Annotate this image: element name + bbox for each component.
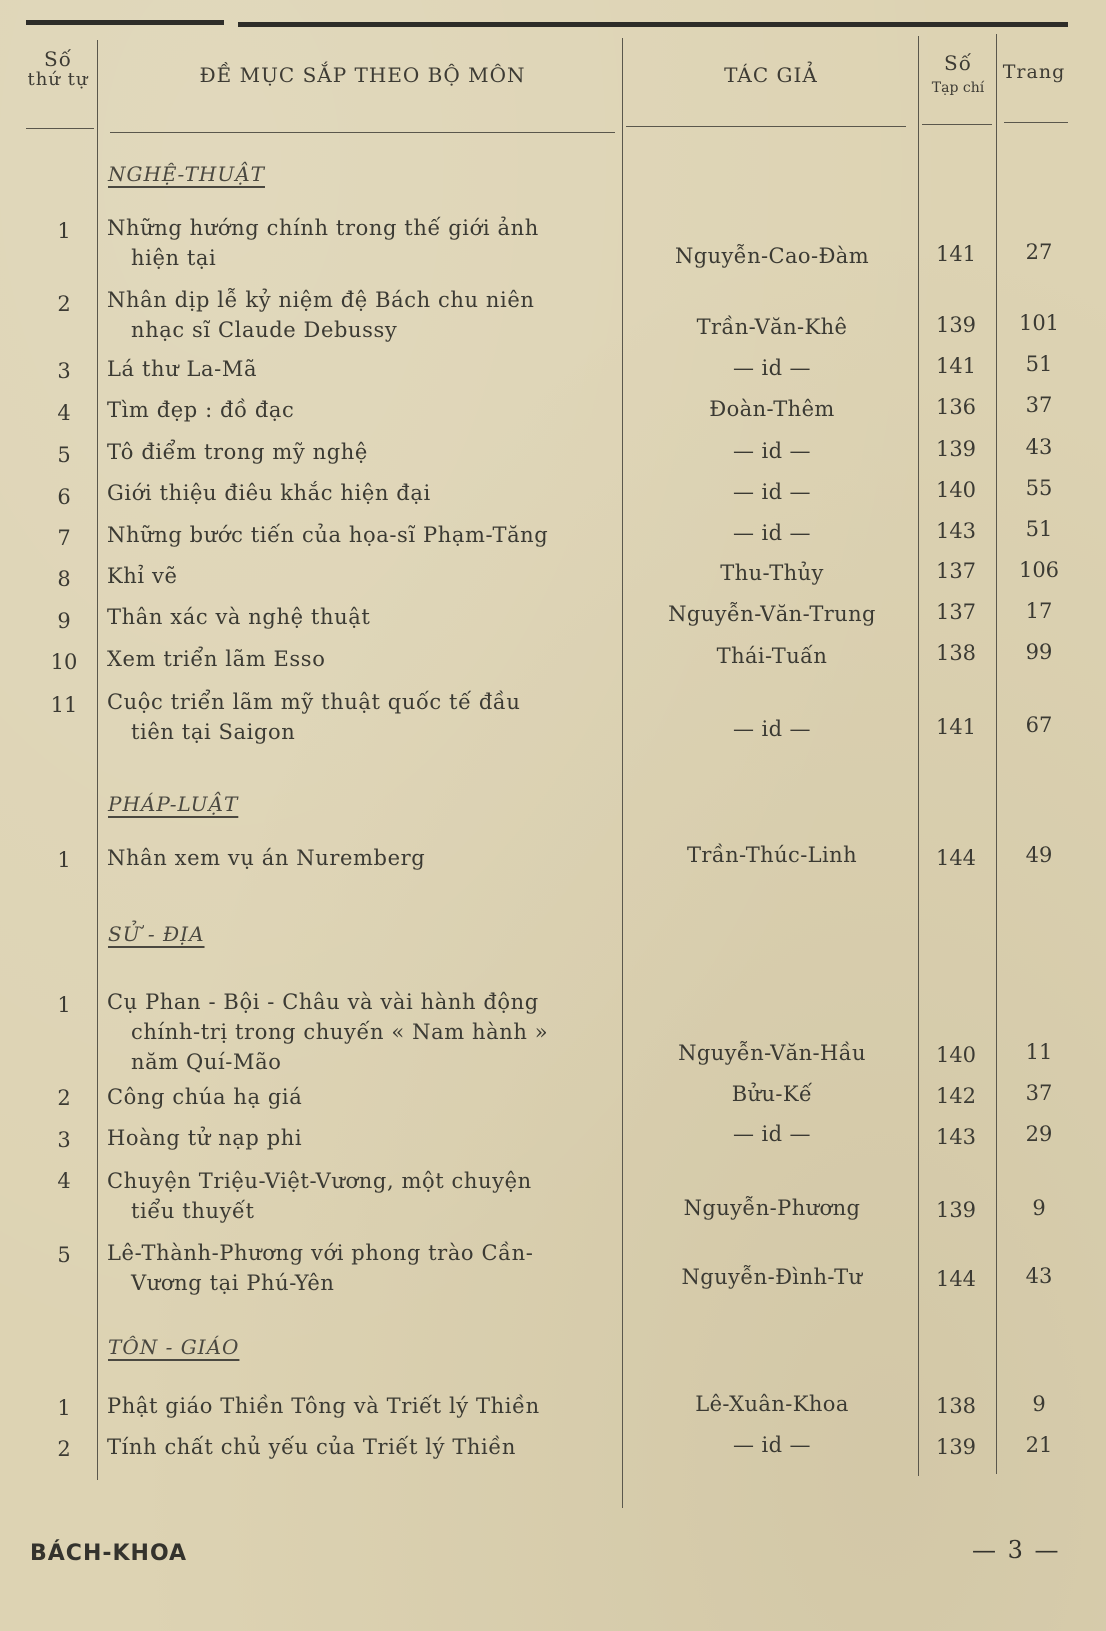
page-number: 27	[1025, 240, 1053, 264]
article-title: Xem triển lãm Esso	[107, 647, 326, 671]
article-title	[107, 1166, 612, 1226]
page-number: 17	[1025, 599, 1053, 623]
issue-number: 144	[935, 1267, 977, 1291]
row-number: 5	[57, 443, 71, 467]
row-number: 2	[57, 1086, 71, 1110]
header-so-tap-chi	[920, 52, 996, 96]
article-title-line1: Nhân dịp lễ kỷ niệm đệ Bách chu niên	[107, 288, 535, 312]
article-title-line1: Chuyện Triệu-Việt-Vương, một chuyện	[107, 1169, 532, 1193]
row-number: 8	[57, 567, 71, 591]
author: Trần-Thúc-Linh	[686, 843, 857, 867]
section-title-su-dia: SỬ - ĐỊA	[108, 922, 205, 946]
row-number: 9	[57, 609, 71, 633]
page-number: 55	[1025, 476, 1053, 500]
issue-number: 144	[935, 846, 977, 870]
page-number: 106	[1018, 558, 1060, 582]
issue-number: 143	[935, 1125, 977, 1149]
header-tac-gia: TÁC GIẢ	[724, 63, 818, 87]
author: Nguyễn-Cao-Đàm	[674, 244, 870, 268]
article-title-line1: Cuộc triển lãm mỹ thuật quốc tế đầu	[107, 690, 521, 714]
page-number: 43	[1025, 1264, 1053, 1288]
header-so-thu-tu	[20, 48, 96, 90]
issue-number: 143	[935, 519, 977, 543]
header-underline-2	[110, 132, 615, 133]
row-number: 1	[57, 993, 71, 1017]
row-number: 1	[57, 219, 71, 243]
author: Nguyễn-Đình-Tư	[681, 1265, 863, 1289]
page-number: 101	[1018, 311, 1060, 335]
author: — id —	[733, 1122, 811, 1146]
header-trang: Trang	[1002, 61, 1066, 83]
author: Nguyễn-Phương	[683, 1196, 861, 1220]
author: Lê-Xuân-Khoa	[695, 1392, 849, 1416]
article-title	[107, 213, 612, 273]
header-underline-3	[626, 126, 906, 127]
header-so-thu-tu-line1: Số	[44, 47, 72, 71]
issue-number: 141	[935, 242, 977, 266]
row-number: 7	[57, 526, 71, 550]
issue-number: 140	[935, 478, 977, 502]
issue-number: 138	[935, 641, 977, 665]
article-title: Phật giáo Thiền Tông và Triết lý Thiền	[107, 1394, 540, 1418]
article-title: Tô điểm trong mỹ nghệ	[107, 440, 368, 464]
author: Nguyễn-Văn-Hầu	[678, 1041, 866, 1065]
issue-number: 141	[935, 715, 977, 739]
issue-number: 139	[935, 437, 977, 461]
author: — id —	[733, 480, 811, 504]
issue-number: 139	[935, 1198, 977, 1222]
header-underline-5	[1004, 122, 1068, 123]
header-de-muc: ĐỀ MỤC SẮP THEO BỘ MÔN	[199, 63, 526, 87]
header-so-tap-chi-line2: Tạp chí	[931, 80, 985, 96]
page-number: 37	[1025, 393, 1053, 417]
article-title-line2: chính-trị trong chuyến « Nam hành »	[131, 1020, 549, 1044]
article-title	[107, 1238, 612, 1298]
article-title: Tính chất chủ yếu của Triết lý Thiền	[107, 1435, 517, 1459]
author: — id —	[733, 356, 811, 380]
column-divider-2	[622, 38, 623, 1508]
issue-number: 138	[935, 1394, 977, 1418]
issue-number: 139	[935, 313, 977, 337]
page-number: 9	[1032, 1392, 1046, 1416]
article-title-line2: nhạc sĩ Claude Debussy	[131, 318, 398, 342]
row-number: 2	[57, 292, 71, 316]
article-title-line3: năm Quí-Mão	[131, 1050, 282, 1074]
row-number: 3	[57, 1128, 71, 1152]
row-number: 6	[57, 485, 71, 509]
journal-name: BÁCH-KHOA	[30, 1541, 188, 1566]
author: Bửu-Kế	[731, 1082, 813, 1106]
author: Thu-Thủy	[720, 561, 824, 585]
article-title: Thân xác và nghệ thuật	[107, 605, 371, 629]
issue-number: 136	[935, 395, 977, 419]
row-number: 11	[50, 693, 78, 717]
article-title-line2: tiên tại Saigon	[131, 720, 296, 744]
issue-number: 137	[935, 600, 977, 624]
page-number: 51	[1025, 352, 1053, 376]
row-number: 10	[50, 650, 78, 674]
article-title	[107, 687, 612, 747]
header-underline-1	[26, 128, 94, 129]
page-number: 37	[1025, 1081, 1053, 1105]
header-underline-4	[922, 124, 992, 125]
author: — id —	[733, 439, 811, 463]
author: — id —	[733, 1433, 811, 1457]
issue-number: 142	[935, 1084, 977, 1108]
page-footer-number: — 3 —	[972, 1536, 1061, 1564]
row-number: 4	[57, 401, 71, 425]
article-title: Giới thiệu điêu khắc hiện đại	[107, 481, 431, 505]
article-title: Hoàng tử nạp phi	[107, 1126, 303, 1150]
article-title: Lá thư La-Mã	[107, 357, 258, 381]
article-title-line1: Lê-Thành-Phương với phong trào Cần-	[107, 1241, 534, 1265]
issue-number: 140	[935, 1043, 977, 1067]
page-number: 11	[1025, 1040, 1053, 1064]
article-title-line2: Vương tại Phú-Yên	[131, 1271, 335, 1295]
row-number: 5	[57, 1243, 71, 1267]
row-number: 2	[57, 1437, 71, 1461]
article-title	[107, 987, 612, 1077]
page-number: 67	[1025, 713, 1053, 737]
page-number: 21	[1025, 1433, 1053, 1457]
page-number: 51	[1025, 517, 1053, 541]
page-number: 9	[1032, 1196, 1046, 1220]
row-number: 1	[57, 848, 71, 872]
article-title-line1: Cụ Phan - Bội - Châu và vài hành động	[107, 990, 539, 1014]
author: Trần-Văn-Khê	[696, 315, 848, 339]
article-title-line2: hiện tại	[131, 246, 217, 270]
issue-number: 139	[935, 1435, 977, 1459]
author: Thái-Tuấn	[716, 644, 828, 668]
author: Nguyễn-Văn-Trung	[668, 602, 876, 626]
article-title-line1: Những hướng chính trong thế giới ảnh	[107, 216, 539, 240]
article-title	[107, 285, 612, 345]
page-number: 43	[1025, 435, 1053, 459]
author: — id —	[733, 521, 811, 545]
article-title: Khỉ vẽ	[107, 564, 178, 588]
column-divider-1	[97, 40, 98, 1480]
section-title-nghe-thuat: NGHỆ-THUẬT	[108, 162, 265, 186]
page-number: 29	[1025, 1122, 1053, 1146]
row-number: 4	[57, 1169, 71, 1193]
top-rule-left	[26, 20, 224, 25]
article-title: Nhân xem vụ án Nuremberg	[107, 846, 426, 870]
section-title-ton-giao: TÔN - GIÁO	[108, 1335, 240, 1359]
header-so-thu-tu-line2: thứ tự	[27, 69, 89, 90]
page-number: 49	[1025, 843, 1053, 867]
author: Đoàn-Thêm	[709, 397, 835, 421]
article-title: Tìm đẹp : đồ đạc	[107, 398, 295, 422]
header-so-tap-chi-line1: Số	[944, 51, 972, 75]
author: — id —	[733, 717, 811, 741]
issue-number: 137	[935, 559, 977, 583]
top-rule-right	[238, 22, 1068, 27]
row-number: 1	[57, 1396, 71, 1420]
row-number: 3	[57, 359, 71, 383]
article-title: Những bước tiến của họa-sĩ Phạm-Tăng	[107, 523, 549, 547]
page-number: 99	[1025, 640, 1053, 664]
article-title: Công chúa hạ giá	[107, 1085, 303, 1109]
section-title-phap-luat: PHÁP-LUẬT	[108, 792, 239, 816]
article-title-line2: tiểu thuyết	[131, 1199, 255, 1223]
issue-number: 141	[935, 354, 977, 378]
